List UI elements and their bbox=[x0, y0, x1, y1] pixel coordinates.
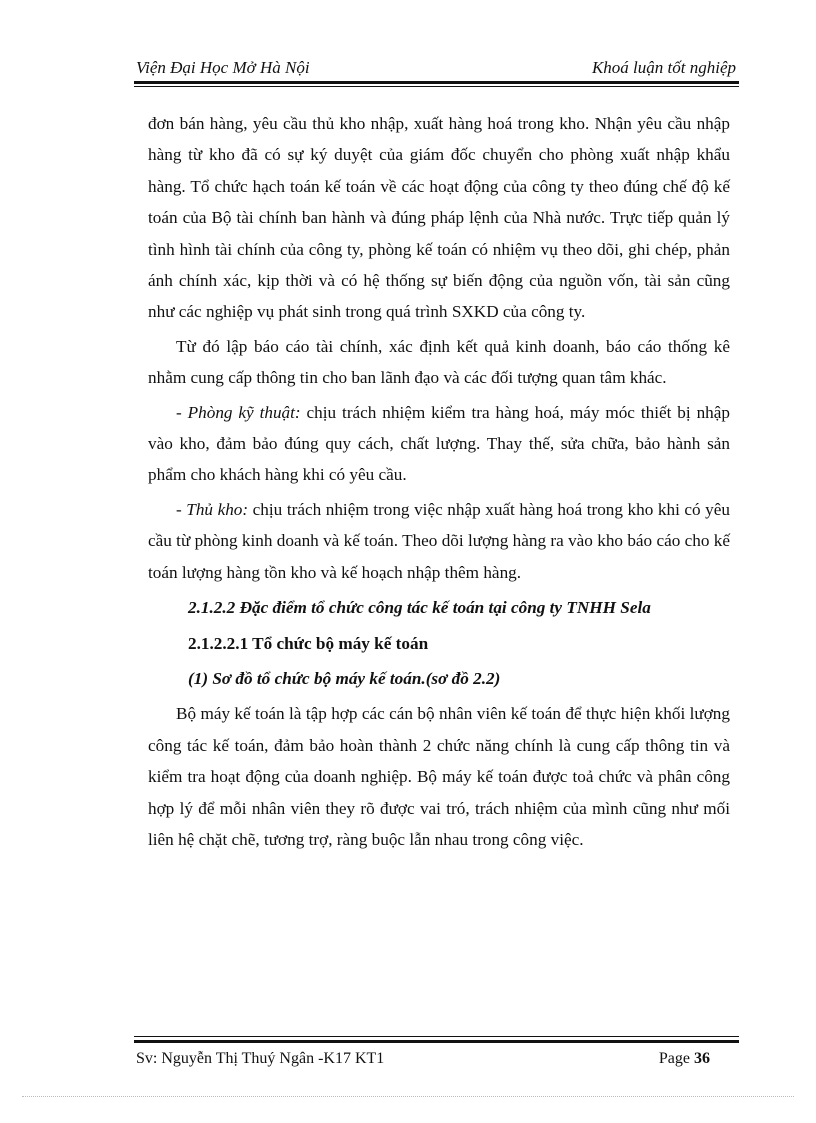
section-heading-2-1-2-2-1: 2.1.2.2.1 Tổ chức bộ máy kế toán bbox=[188, 633, 429, 653]
section-heading-2-1-2-2: 2.1.2.2 Đặc điểm tổ chức công tác kế toán tại công ty TNHH Sela bbox=[188, 598, 651, 618]
paragraph-5: Bộ máy kế toán là tập hợp các cán bộ nhân viên kế toán để thực hiện khối lượng công tác kế toán, đảm bảo hoàn thành 2 chức năng chính là cung cấp thông tin và kiểm tra hoạt động của doanh nghiệp. Bộ máy kế toán được toả chức và phân công hợp lý để mỗi nhân viên they rõ được vai tró, trách nhiệm của mình cũng như mối liên hệ chặt chẽ, tương trợ, ràng buộc lẫn nhau trong công việc. bbox=[148, 704, 730, 849]
paragraph-4-text: chịu trách nhiệm trong việc nhập xuất hàng hoá trong kho khi có yêu cầu từ phòng kinh doanh và kế toán. Theo dõi lượng hàng ra vào kho báo cáo cho kế toán lượng hàng tồn kho và kế hoạch nhập thêm hàng. bbox=[148, 499, 730, 582]
page-number: 36 bbox=[694, 1050, 710, 1067]
footer-student: Sv: Nguyễn Thị Thuý Ngân -K17 KT1 bbox=[136, 1050, 385, 1067]
header-institution: Viện Đại Học Mở Hà Nội bbox=[136, 58, 310, 77]
page-header bbox=[134, 55, 738, 81]
paragraph-4-label: - Thủ kho: bbox=[176, 499, 249, 519]
paragraph-1: đơn bán hàng, yêu cầu thủ kho nhập, xuất hàng hoá trong kho. Nhận yêu cầu nhập hàng từ kho đã có sự ký duyệt của giám đốc chuyển cho phòng xuất nhập khẩu hàng. Tổ chức hạch toán kế toán về các hoạt động của công ty theo đúng chế độ kế toán của Bộ tài chính ban hành và đúng pháp lệnh của Nhà nước. Trực tiếp quản lý tình hình tài chính của công ty, phòng kế toán có nhiệm vụ theo dõi, ghi chép, phản ánh chính xác, kịp thời và có hệ thống sự biến động của nguồn vốn, tài sản cũng như các nghiệp vụ phát sinh trong quá trình SXKD của công ty. bbox=[148, 114, 730, 322]
subsection-heading-1: (1) Sơ đồ tổ chức bộ máy kế toán.(sơ đồ 2.2) bbox=[188, 668, 501, 688]
paragraph-4 bbox=[148, 494, 730, 588]
header-document-type: Khoá luận tốt nghiệp bbox=[591, 58, 736, 77]
footer-rule-thin bbox=[134, 1036, 739, 1037]
paragraph-3-text: chịu trách nhiệm kiểm tra hàng hoá, máy móc thiết bị nhập vào kho, đảm bảo đúng quy cách, chất lượng. Thay thế, sửa chữa, bảo hành sản phẩm cho khách hàng khi có yêu cầu. bbox=[148, 402, 730, 485]
header-rule-thick bbox=[134, 81, 739, 84]
page-footer bbox=[134, 1048, 738, 1072]
paragraph-2: Từ đó lập báo cáo tài chính, xác định kết quả kinh doanh, báo cáo thống kê nhằm cung cấp thông tin cho ban lãnh đạo và các đối tượng quan tâm khác. bbox=[148, 336, 730, 388]
footer-rule-thick bbox=[134, 1040, 739, 1043]
header-rule-thin bbox=[134, 86, 739, 87]
paragraph-3 bbox=[148, 397, 730, 491]
body-text bbox=[148, 108, 730, 858]
footer-page bbox=[659, 1050, 710, 1068]
page-bottom-divider bbox=[22, 1096, 794, 1097]
paragraph-3-label: - Phòng kỹ thuật: bbox=[176, 402, 301, 422]
footer-page-label: Page bbox=[658, 1050, 690, 1067]
